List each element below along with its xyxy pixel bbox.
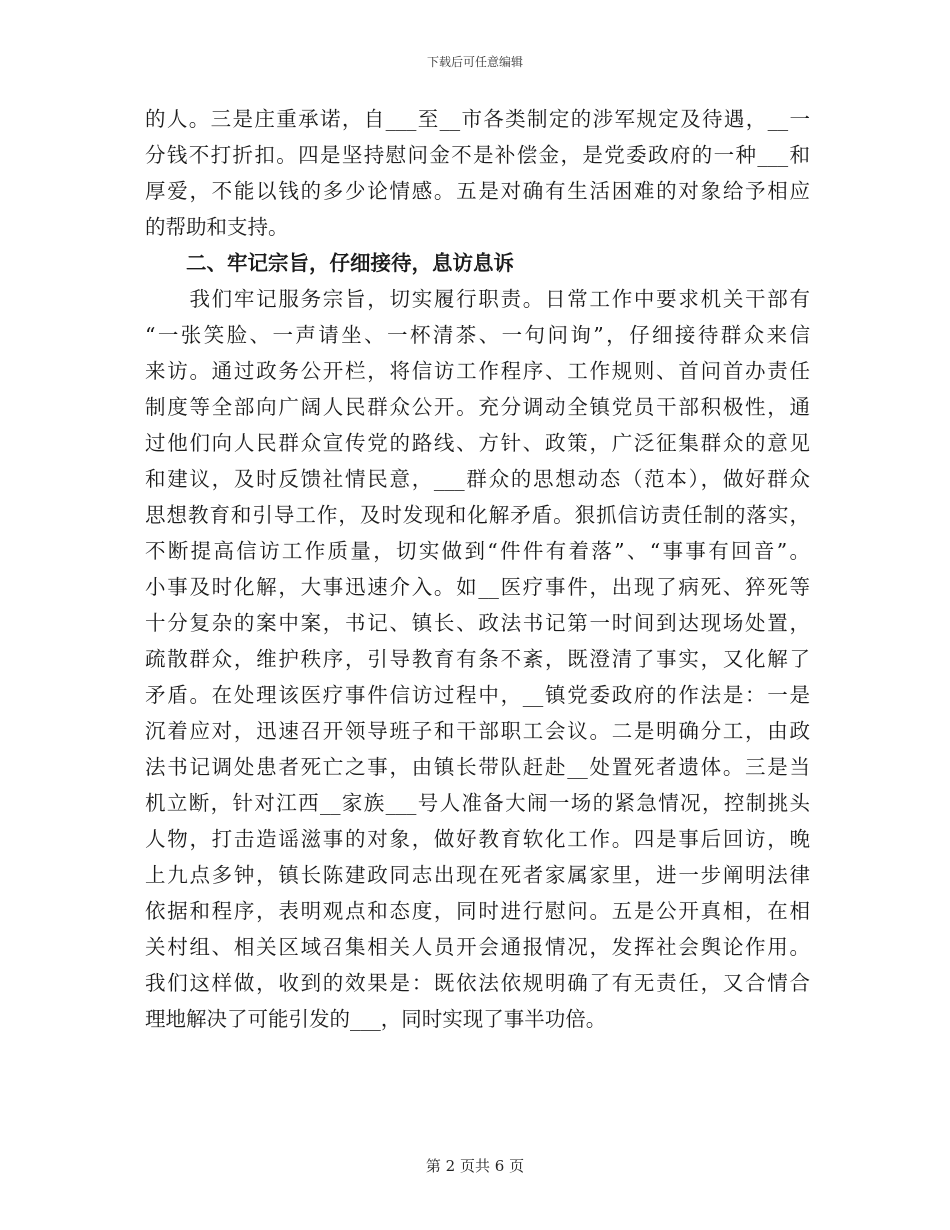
text-line: 理地解决了可能引发的___，同时实现了事半功倍。 (145, 1007, 607, 1031)
text-line: 和建议，及时反馈社情民意，___群众的思想动态（范本），做好群众 (145, 467, 810, 491)
text-line: 沉着应对，迅速召开领导班子和干部职工会议。二是明确分工，由政 (145, 719, 810, 743)
text-line: 矛盾。在处理该医疗事件信访过程中，__镇党委政府的作法是：一是 (145, 683, 810, 707)
text-line: 法书记调处患者死亡之事，由镇长带队赶赴__处置死者遗体。三是当 (145, 755, 810, 779)
text-line: 来访。通过政务公开栏，将信访工作程序、工作规则、首问首办责任 (145, 359, 810, 383)
text-line: 疏散群众，维护秩序，引导教育有条不紊，既澄清了事实，又化解了 (145, 647, 810, 671)
text-line: 上九点多钟，镇长陈建政同志出现在死者家属家里，进一步阐明法律 (145, 863, 810, 887)
text-line: 我们这样做，收到的效果是：既依法依规明确了有无责任，又合情合 (145, 971, 810, 995)
text-line: 我们牢记服务宗旨，切实履行职责。日常工作中要求机关干部有 (145, 287, 810, 311)
paragraph (145, 101, 810, 245)
text-line: 制度等全部向广阔人民群众公开。充分调动全镇党员干部积极性，通 (145, 395, 810, 419)
section-heading: 二、牢记宗旨，仔细接待，息访息诉 (186, 251, 514, 275)
text-line: 小事及时化解，大事迅速介入。如__医疗事件，出现了病死、猝死等 (145, 575, 810, 599)
text-line: 分钱不打折扣。四是坚持慰问金不是补偿金，是党委政府的一种___和 (145, 143, 810, 167)
text-line: 的帮助和支持。 (145, 215, 289, 239)
text-line: “一张笑脸、一声请坐、一杯清茶、一句问询”，仔细接待群众来信 (145, 323, 810, 347)
text-line: 不断提高信访工作质量，切实做到“件件有着落”、“事事有回音”。 (145, 539, 810, 563)
text-line: 的人。三是庄重承诺，自___至__市各类制定的涉军规定及待遇，__一 (145, 107, 810, 131)
text-line: 十分复杂的案中案，书记、镇长、政法书记第一时间到达现场处置， (145, 611, 810, 635)
text-line: 机立断，针对江西__家族___号人准备大闹一场的紧急情况，控制挑头 (145, 791, 810, 815)
document-body (145, 101, 810, 1037)
text-line: 依据和程序，表明观点和态度，同时进行慰问。五是公开真相，在相 (145, 899, 810, 923)
paragraph (145, 281, 810, 1037)
page-number: 第 2 页共 6 页 (425, 1157, 525, 1175)
text-line: 厚爱，不能以钱的多少论情感。五是对确有生活困难的对象给予相应 (145, 179, 810, 203)
text-line: 过他们向人民群众宣传党的路线、方针、政策，广泛征集群众的意见 (145, 431, 810, 455)
text-line: 人物，打击造谣滋事的对象，做好教育软化工作。四是事后回访，晚 (145, 827, 810, 851)
text-line: 关村组、相关区域召集相关人员开会通报情况，发挥社会舆论作用。 (145, 935, 810, 959)
page-header: 下载后可任意编辑 (426, 55, 523, 69)
text-line: 思想教育和引导工作，及时发现和化解矛盾。狠抓信访责任制的落实， (145, 503, 810, 527)
